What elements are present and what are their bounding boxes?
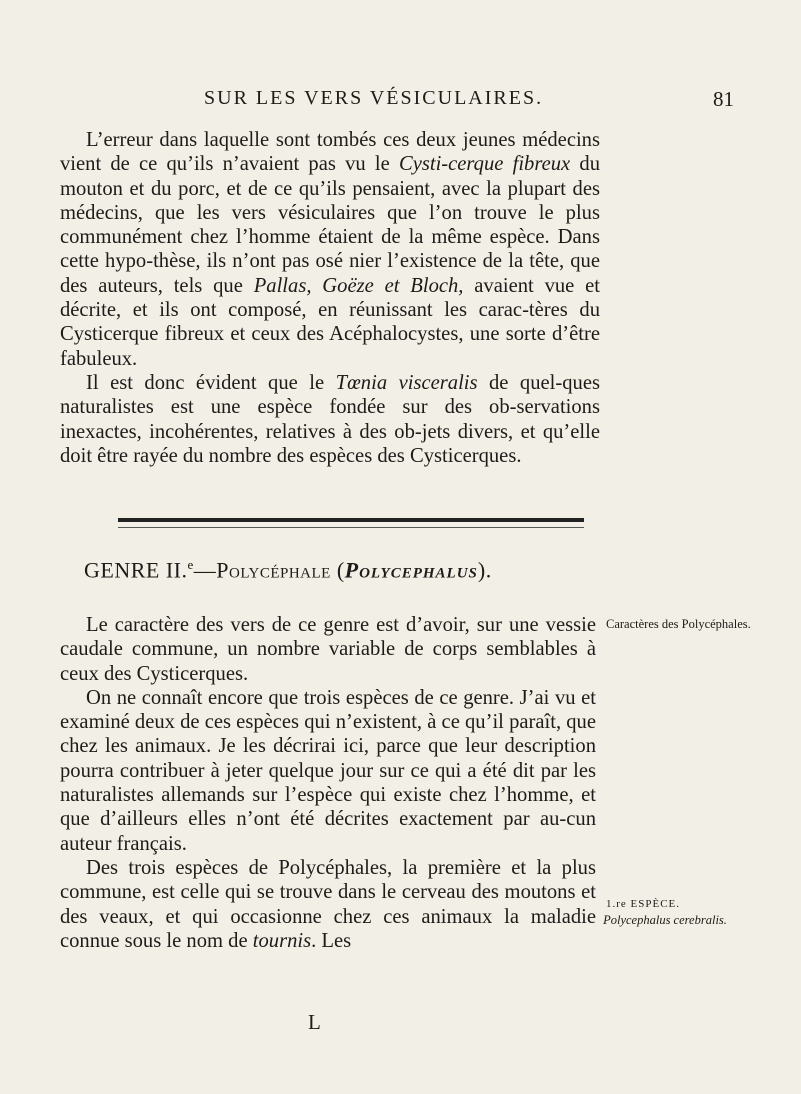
page-number: 81 [713, 87, 734, 111]
thick-rule [118, 518, 584, 522]
margin-note-characters: Caractères des Polycéphales. [606, 617, 751, 631]
italic-names: Pallas, Goëze et Bloch, [253, 274, 464, 297]
italic-term: Cysti-cerque fibreux [398, 153, 571, 176]
paragraph: On ne connaît encore que trois espèces de ce genre. J’ai vu et examiné deux de ces espèces qui n’existent, à ce qu’il paraît, que chez les animaux. Je les décrirai ici, parce que leur description pourra contribuer à jeter quelque jour sur ce qui a été dit par les naturalistes allemands sur l’espèce qui existe chez l’homme, et que d’ailleurs elles n’ont été décrites exactement par au-cun auteur français. [60, 686, 596, 855]
genre-latin-name: Polycephalus [344, 557, 478, 583]
thin-rule [118, 527, 584, 528]
margin-note-species: 1.re ESPÈCE. [606, 898, 681, 910]
running-title: SUR LES VERS VÉSICULAIRES. [204, 87, 544, 109]
section-rule [118, 518, 584, 530]
body-text-top [60, 128, 600, 468]
paragraph: Des trois espèces de Polycéphales, la première et la plus commune, est celle qui se trouve dans le cerveau des moutons et des veaux, et qui occasionne chez ces animaux la maladie connue sous le nom de tournis. Les [60, 856, 596, 952]
body-text-bottom [60, 613, 596, 953]
italic-term: tournis [252, 929, 312, 952]
paragraph: L’erreur dans laquelle sont tombés ces deux jeunes médecins vient de ce qu’ils n’avaient pas vu le Cysti-cerque fibreux du mouton et du porc, et de ce qu’ils pensaient, avec la plupart des médecins, que les vers vésiculaires que l’on trouve le plus communément chez l’homme étaient de la même espèce. Dans cette hypo-thèse, ils n’ont pas osé nier l’existence de la tête, que des auteurs, tels que Pallas, Goëze et Bloch, avaient vue et décrite, et ils ont composé, en réunissant les carac-tères du Cysticerque fibreux et ceux des Acéphalocystes, une sorte d’être fabuleux. [60, 129, 600, 370]
italic-term: Tœnia visceralis [335, 371, 478, 394]
genre-heading: GENRE II.$^e$—Polycéphale (Polycephalus). [84, 557, 492, 583]
margin-note-latin: Polycephalus cerebralis. [603, 913, 727, 927]
paragraph: Le caractère des vers de ce genre est d’avoir, sur une vessie caudale commune, un nombre variable de corps semblables à ceux des Cysticerques. [60, 614, 596, 685]
running-head [204, 87, 734, 117]
paragraph: Il est donc évident que le Tœnia visceralis de quel-ques naturalistes est une espèce fondée sur des ob-servations inexactes, incohérentes, relatives à des ob-jets divers, et qu’elle doit être rayée du nombre des espèces des Cysticerques. [60, 371, 600, 467]
catchword: L [308, 1010, 321, 1034]
